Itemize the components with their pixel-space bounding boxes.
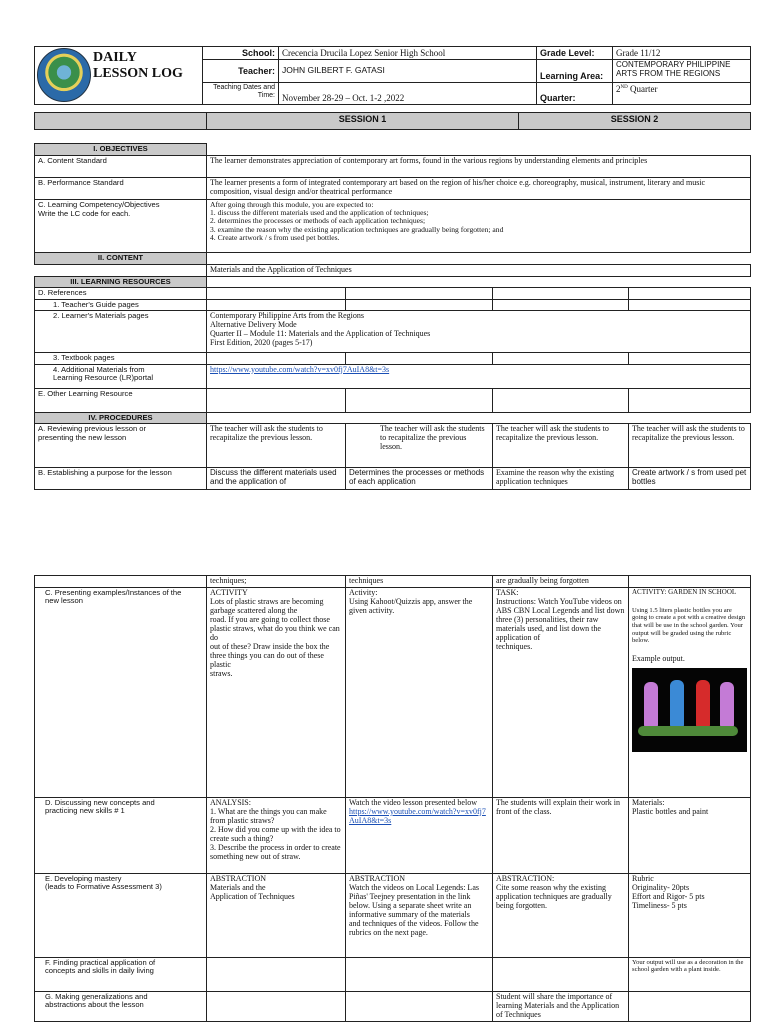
purpose-label: B. Establishing a purpose for the lesson — [35, 468, 207, 490]
quarter-word: Quarter — [629, 84, 658, 95]
page-title — [93, 50, 183, 82]
deped-seal-icon — [37, 48, 91, 102]
title-line-1: DAILY — [93, 50, 137, 65]
resources-heading: III. LEARNING RESOURCES — [35, 276, 207, 288]
discussing-s1: ANALYSIS: 1. What are the things you can make from plastic straws? 2. How did you come up with the idea to create such a thing? 3. Describe the process in order to create something new out of straw. — [207, 797, 346, 873]
discussing-s2-text: Watch the video lesson presented below — [349, 797, 477, 807]
bottle-pot-purple — [644, 682, 658, 728]
references-label: D. References — [35, 288, 207, 300]
area-label: Learning Area: — [537, 60, 613, 83]
objectives-heading: I. OBJECTIVES — [35, 144, 207, 156]
review-s1: The teacher will ask the students to recapitalize the previous lesson. — [207, 424, 346, 468]
purpose-s3: Examine the reason why the existing application techniques — [493, 468, 629, 490]
review-s3: The teacher will ask the students to recapitalize the previous lesson. — [493, 424, 629, 468]
quarter-number: 2 — [616, 84, 621, 95]
discussing-s4: Materials: Plastic bottles and paint — [629, 797, 751, 873]
mastery-label: E. Developing mastery (leads to Formative Assessment 3) — [35, 873, 207, 957]
textbook-label: 3. Textbook pages — [35, 353, 207, 365]
content-standard: The learner demonstrates appreciation of contemporary art forms, found in the various regions by understanding elements and principles — [207, 156, 751, 178]
bottle-pot-red — [696, 680, 710, 728]
competency: After going through this module, you are expected to: 1. discuss the different materials used and the application of techniques; 2. determines the processes or methods of each application techniques; 3. examine the reason why the existing application techniques are gradually being forgotten; and 4. Create artwork / s from used pet bottles. — [207, 200, 751, 253]
example-label: Example output. — [632, 653, 685, 663]
activity-title: ACTIVITY: GARDEN IN SCHOOL — [632, 587, 737, 596]
session-blank — [35, 113, 207, 130]
performance-standard-label: B. Performance Standard — [35, 178, 207, 200]
competency-label: C. Learning Competency/Objectives Write the LC code for each. — [35, 200, 207, 253]
school-value: Crecencia Drucila Lopez Senior High School — [279, 47, 537, 60]
dates-value: November 28-29 – Oct. 1-2 ,2022 — [279, 83, 537, 105]
grade-label: Grade Level: — [537, 47, 613, 60]
video-lesson-link[interactable]: https://www.youtube.com/watch?v=xv0fj7AuIA8&t=3s — [349, 806, 486, 825]
discussing-label: D. Discussing new concepts and practicing new skills # 1 — [35, 797, 207, 873]
presenting-s4 — [629, 587, 751, 797]
procedures-heading: IV. PROCEDURES — [35, 412, 207, 424]
plants — [638, 726, 738, 736]
review-s2: The teacher will ask the students to recapitalize the previous lesson. — [346, 424, 493, 468]
discussing-s3: The students will explain their work in front of the class. — [493, 797, 629, 873]
learners-materials: Contemporary Philippine Arts from the Regions Alternative Delivery Mode Quarter II – Module 11: Materials and the Application of Techniques First Edition, 2020 (pages 5-17) — [207, 311, 751, 353]
presenting-label: C. Presenting examples/Instances of the new lesson — [35, 587, 207, 797]
presenting-s3: TASK: Instructions: Watch YouTube videos on ABS CBN Local Legends and list down three (3) personalities, their raw materials used, and list down the application of techniques. — [493, 587, 629, 797]
school-label: School: — [203, 47, 279, 60]
session-1-heading: SESSION 1 — [207, 113, 519, 130]
grade-value: Grade 11/12 — [613, 47, 751, 60]
area-value: CONTEMPORARY PHILIPPINE ARTS FROM THE REGIONS — [613, 60, 751, 83]
purpose-s2: Determines the processes or methods of each application — [346, 468, 493, 490]
title-line-2: LESSON LOG — [93, 66, 183, 81]
generalization-label: G. Making generalizations and abstractions about the lesson — [35, 991, 207, 1021]
application-s4: Your output will use as a decoration in the school garden with a plant inside. — [629, 957, 751, 991]
mastery-s3: ABSTRACTION: Cite some reason why the existing application techniques are gradually being forgotten. — [493, 873, 629, 957]
purpose-s1: Discuss the different materials used and the application of — [207, 468, 346, 490]
session-2-heading: SESSION 2 — [519, 113, 751, 130]
bottle-pot-blue — [670, 680, 684, 728]
teacher-value: JOHN GILBERT F. GATASI — [279, 60, 537, 83]
quarter-suffix: ND — [620, 85, 628, 91]
activity-body: Using 1.5 liters plastic bottles you are going to create a pot with a creative design that will be use in the school garden. Your output will be graded using the rubric below. — [632, 606, 746, 645]
teachers-guide-label: 1. Teacher's Guide pages — [35, 299, 207, 311]
mastery-s2: ABSTRACTION Watch the videos on Local Legends: Las Piñas' Teejney presentation in the link below. Using a separate sheet write an informative summary of the materials and techniques of the videos. Follow the rubrics on the next page. — [346, 873, 493, 957]
presenting-s2: Activity: Using Kahoot/Quizzis app, answer the given activity. — [346, 587, 493, 797]
logo-cell — [35, 47, 203, 105]
lesson-table-continued — [34, 575, 751, 1022]
mastery-s4: Rubric Originality- 20pts Effort and Rigor- 5 pts Timeliness- 5 pts — [629, 873, 751, 957]
purpose-s4: Create artwork / s from used pet bottles — [629, 468, 751, 490]
session-header — [34, 112, 751, 130]
other-resource-label: E. Other Learning Resource — [35, 388, 207, 412]
generalization-s3: Student will share the importance of learning Materials and the Application of Techniques — [493, 991, 629, 1021]
teacher-label: Teacher: — [203, 60, 279, 83]
purpose-cont-s1: techniques; — [207, 576, 346, 588]
additional-materials-label: 4. Additional Materials from Learning Resource (LR)portal — [35, 364, 207, 388]
review-s4: The teacher will ask the students to recapitalize the previous lesson. — [629, 424, 751, 468]
mastery-s1: ABSTRACTION Materials and the Application of Techniques — [207, 873, 346, 957]
content-standard-label: A. Content Standard — [35, 156, 207, 178]
performance-standard: The learner presents a form of integrated contemporary art based on the region of his/her choice e.g. choreography, musical, instrument, literary and music composition, visual design and/or theatrical performance — [207, 178, 751, 200]
quarter-value — [613, 83, 751, 105]
review-label: A. Reviewing previous lesson or presenting the new lesson — [35, 424, 207, 468]
discussing-s2 — [346, 797, 493, 873]
application-label: F. Finding practical application of concepts and skills in daily living — [35, 957, 207, 991]
content-text: Materials and the Application of Techniques — [207, 264, 751, 276]
content-heading: II. CONTENT — [35, 253, 207, 265]
purpose-cont-s3: are gradually being forgotten — [493, 576, 629, 588]
bottle-pot-pink — [720, 682, 734, 728]
dates-label: Teaching Dates and Time: — [203, 83, 279, 105]
purpose-cont-s2: techniques — [346, 576, 493, 588]
quarter-label: Quarter: — [537, 83, 613, 105]
presenting-s1: ACTIVITY Lots of plastic straws are becoming garbage scattered along the road. If you are going to collect those plastic straws, what do you think we can do out of these? Draw inside the box the three things you can do out of these plastic straws. — [207, 587, 346, 797]
learners-materials-label: 2. Learner's Materials pages — [35, 311, 207, 353]
header-block — [34, 46, 751, 105]
additional-materials-link[interactable]: https://www.youtube.com/watch?v=xv0fj7AuIA8&t=3s — [210, 364, 390, 374]
example-output-image — [632, 668, 747, 752]
lesson-table — [34, 143, 751, 490]
